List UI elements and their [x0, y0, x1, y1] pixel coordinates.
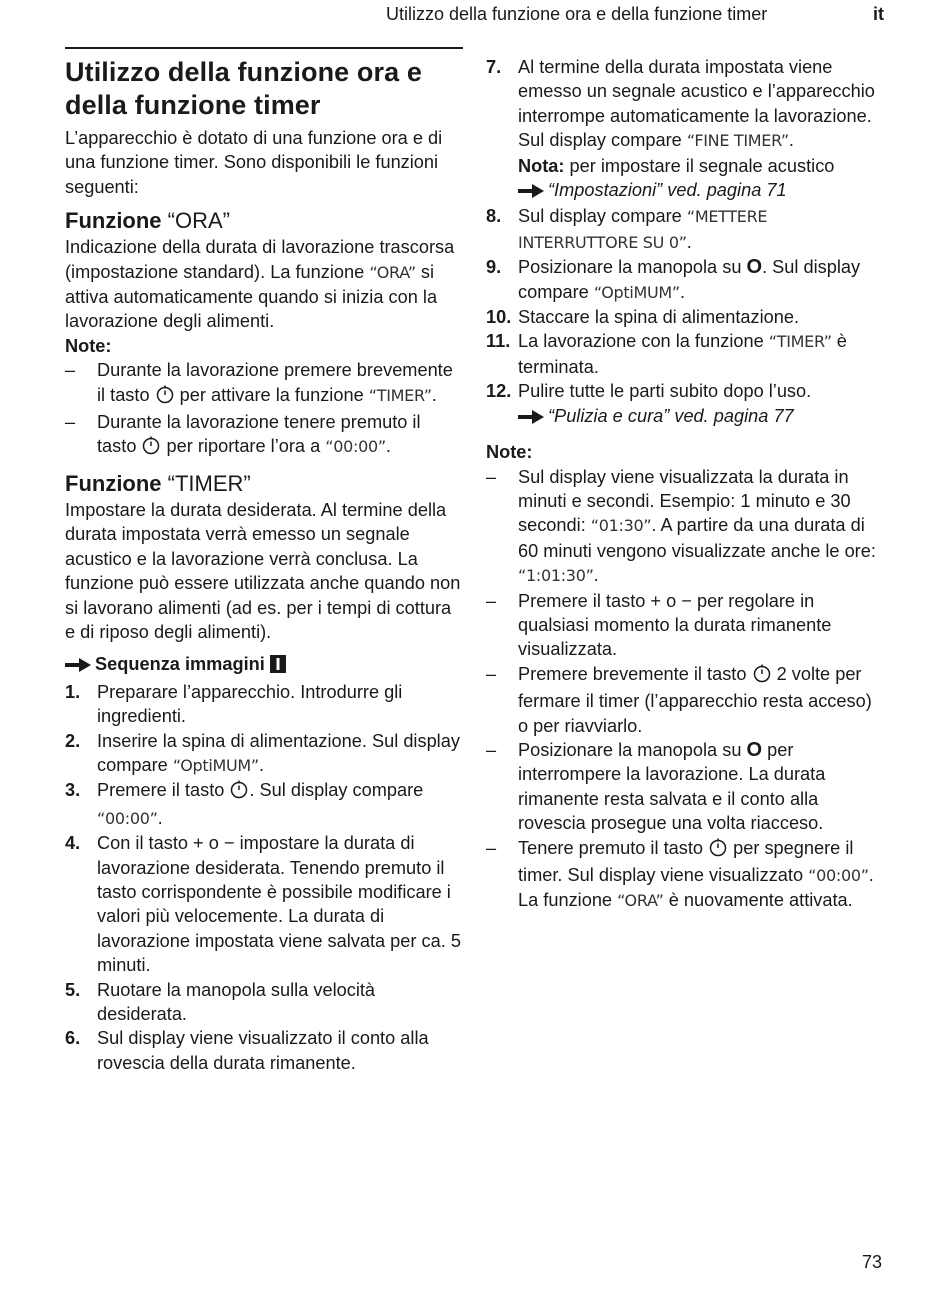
list-item: – Premere brevemente il tasto 2 volte per fermare il timer (l’apparecchio resta acceso) o per riavviarlo. — [486, 663, 872, 736]
note-text: . — [431, 384, 437, 405]
lcd-text: “01:30” — [590, 516, 652, 536]
sequence-label: Sequenza immagini — [95, 654, 265, 675]
running-header — [380, 4, 884, 26]
plus-symbol: + — [193, 833, 204, 854]
step-number: 5. — [65, 979, 81, 1000]
heading-word: Funzione — [65, 208, 162, 234]
heading-funzione-timer — [65, 470, 463, 498]
step-text: . — [686, 231, 692, 252]
note-text: per regolare in qualsiasi momento la durata rimanente visualizzata. — [518, 590, 832, 660]
minus-symbol: − — [223, 833, 235, 854]
notes-label: Note: — [486, 442, 533, 463]
note-text: . — [593, 565, 599, 586]
step-text: Con il tasto — [97, 833, 194, 854]
step-text: Inserire la spina di alimentazione. Sul display compare — [97, 730, 460, 775]
step-number: 9. — [486, 257, 502, 278]
note-text: . A partire da una durata di 60 minuti vengono visualizzate anche le ore: — [518, 515, 876, 561]
step-number: 10. — [486, 307, 512, 328]
step-text: Premere il tasto — [97, 780, 230, 801]
intro-paragraph: L’apparecchio è dotato di una funzione ora e di una funzione timer. Sono disponibili le funzioni seguenti: — [65, 128, 443, 197]
heading-lcd-label: “ORA” — [167, 208, 230, 234]
lcd-text: “00:00” — [808, 866, 869, 885]
step-text: Preparare l’apparecchio. Introdurre gli ingredienti. — [97, 681, 403, 727]
page-title: Utilizzo della funzione ora e della funzione timer — [65, 57, 422, 120]
list-item — [486, 204, 886, 255]
list-item: – Sul display viene visualizzata la durata in minuti e secondi. Esempio: 1 minuto e 30 secondi: “01:30”. A partire da una durata di 60 minuti vengono visualizzate anche le ore: “1:01:30”. — [486, 466, 876, 586]
ora-notes-list — [65, 358, 463, 462]
timer-icon — [141, 435, 161, 461]
list-item — [65, 680, 463, 729]
step-number: 1. — [65, 681, 81, 702]
page-reference: “Pulizia e cura” ved. pagina 77 — [548, 405, 794, 426]
knob-off-symbol: O — [746, 256, 763, 279]
step-number: 2. — [65, 730, 81, 751]
lcd-text: “ORA” — [369, 262, 416, 282]
plus-symbol: + — [650, 590, 662, 611]
lcd-text: “TIMER” — [768, 332, 832, 352]
heading-lcd-label: “TIMER” — [167, 470, 251, 496]
step-text: Ruotare la manopola sulla velocità desiderata. — [97, 979, 376, 1024]
timer-icon — [155, 384, 175, 410]
lcd-text: “OptiMUM” — [172, 755, 259, 775]
step-number: 6. — [65, 1028, 81, 1049]
step-number: 3. — [65, 780, 81, 801]
list-item — [486, 55, 886, 204]
ora-text-a: Indicazione della durata di lavorazione trascorsa (impostazione standard). La funzione — [65, 237, 455, 282]
list-item: – Premere il tasto + o − per regolare in qualsiasi momento la durata rimanente visualizzata. — [486, 590, 832, 660]
step-number: 7. — [486, 57, 502, 77]
note-text: per interrompere la lavorazione. La durata rimanente resta salvata e il conto alla rovescia prosegue una volta riacceso. — [518, 739, 826, 834]
list-item — [65, 978, 463, 1027]
timer-icon — [752, 663, 772, 689]
step-number: 8. — [486, 206, 502, 227]
arrow-icon — [65, 654, 91, 678]
note-text: . La funzione — [518, 865, 874, 911]
timer-icon — [229, 779, 249, 805]
image-sequence-line — [65, 652, 463, 679]
step-text: . — [788, 130, 794, 151]
note-text: Tenere premuto il tasto — [518, 837, 709, 858]
timer-notes-list — [486, 465, 886, 914]
note-text: Premere il tasto — [518, 590, 651, 611]
list-item — [65, 729, 463, 779]
note-text: . — [385, 436, 391, 457]
list-item: – Durante la lavorazione tenere premuto il tasto per riportare l’ora a “00:00”. — [65, 410, 463, 462]
knob-off-symbol: O — [746, 738, 763, 761]
ora-text-b: si attiva automaticamente quando si inizia con la lavorazione degli alimenti. — [65, 261, 438, 332]
note-text: è nuovamente attivata. — [663, 890, 853, 911]
step-text: . — [258, 754, 264, 775]
list-item: – Durante la lavorazione premere brevemente il tasto per attivare la funzione “TIMER”. — [65, 358, 463, 410]
step-text: . — [679, 281, 685, 302]
step-text: . Sul display compare — [518, 257, 861, 302]
note-text: Premere brevemente il tasto — [518, 663, 752, 684]
note-text: Posizionare la manopola su — [518, 739, 747, 760]
list-item: – Tenere premuto il tasto per spegnere il timer. Sul display viene visualizzato “00:00”. La funzione “ORA” è nuovamente attivata. — [486, 837, 874, 911]
arrow-icon — [518, 406, 544, 430]
step-text: Sul display viene visualizzato il conto alla rovescia della durata rimanente. — [97, 1028, 429, 1073]
section-rule — [65, 47, 463, 49]
step-text: impostare la durata di lavorazione desiderata. Tenendo premuto il tasto corrispondente è possibile modificare i valori più velocemente. La durata di lavorazione impostata viene salvata per ca. 5 minuti. — [97, 833, 461, 976]
list-item — [486, 255, 886, 305]
arrow-icon — [518, 180, 544, 204]
note-text: 2 volte per fermare il timer (l’apparecchio resta acceso) o per riavviarlo. — [518, 663, 872, 736]
lcd-text: “TIMER” — [368, 385, 432, 405]
lcd-text: “FINE TIMER” — [686, 131, 789, 151]
lcd-text: “1:01:30” — [518, 566, 594, 586]
step-number: 12. — [486, 381, 512, 402]
note-text: Sul display viene visualizzata la durata in minuti e secondi. Esempio: 1 minuto e 30 secondi: — [518, 466, 851, 536]
list-item — [65, 831, 463, 977]
step-text: Sul display compare — [518, 206, 687, 227]
lcd-text: “00:00” — [97, 808, 158, 828]
note-text: o — [661, 590, 682, 611]
step-text: Posizionare la manopola su — [518, 257, 747, 278]
step-text: o — [203, 833, 224, 854]
timer-icon — [708, 837, 728, 863]
step-text: Al termine della durata impostata viene emesso un segnale acustico e l’apparecchio interrompe automaticamente la lavorazione. Sul display compare — [518, 57, 875, 151]
page-number: 73 — [861, 1252, 882, 1272]
image-sequence-icon — [270, 655, 286, 679]
list-item — [486, 379, 886, 430]
step-number: 11. — [486, 331, 511, 352]
heading-word: Funzione — [65, 470, 162, 496]
heading-funzione-ora — [65, 207, 463, 235]
lcd-text: “00:00” — [325, 437, 386, 457]
step-text: Staccare la spina di alimentazione. — [518, 307, 800, 328]
note-label: Nota: — [518, 155, 565, 176]
step-number: 4. — [65, 833, 81, 854]
page-reference: “Impostazioni” ved. pagina 71 — [548, 180, 787, 201]
ora-description — [65, 235, 463, 334]
step-text: . — [157, 807, 163, 828]
lcd-text: “METTERE INTERRUTTORE SU 0” — [518, 207, 768, 252]
step-text: è terminata. — [518, 331, 847, 377]
note-text: per spegnere il timer. Sul display viene visualizzato — [518, 837, 854, 885]
minus-symbol: − — [681, 590, 692, 611]
right-column — [486, 55, 886, 914]
timer-description: Impostare la durata desiderata. Al termine della durata impostata verrà emesso un segnale acustico e la lavorazione verrà conclusa. La funzione può essere utilizzata anche quando non si lavorano alimenti (ad es. per i tempi di cottura e di riposo degli alimenti). — [65, 499, 461, 642]
timer-steps-list — [65, 680, 463, 1076]
language-code: it — [873, 4, 884, 24]
step-text: La lavorazione con la funzione — [518, 331, 769, 352]
step-text: Pulire tutte le parti subito dopo l’uso. — [518, 381, 812, 402]
list-item — [65, 1026, 463, 1075]
timer-steps-list-continued — [486, 55, 886, 430]
left-column — [65, 47, 463, 1075]
list-item — [486, 329, 886, 379]
header-title: Utilizzo della funzione ora e della funzione timer — [386, 4, 768, 24]
note-text: Durante la lavorazione tenere premuto il tasto — [97, 412, 421, 457]
step-text: per impostare il segnale acustico — [564, 155, 835, 176]
list-item — [65, 778, 463, 831]
note-text: per riportare l’ora a — [161, 436, 326, 457]
step-text: . Sul display compare — [249, 780, 424, 801]
note-text: Durante la lavorazione premere brevemente il tasto — [97, 360, 453, 405]
lcd-text: “OptiMUM” — [593, 282, 680, 302]
list-item — [486, 305, 886, 329]
note-text: per attivare la funzione — [174, 384, 369, 405]
lcd-text: “ORA” — [617, 891, 664, 911]
notes-label: Note: — [65, 335, 112, 356]
list-item: – Posizionare la manopola su O per interrompere la lavorazione. La durata rimanente resta salvata e il conto alla rovescia prosegue una volta riacceso. — [486, 738, 826, 834]
